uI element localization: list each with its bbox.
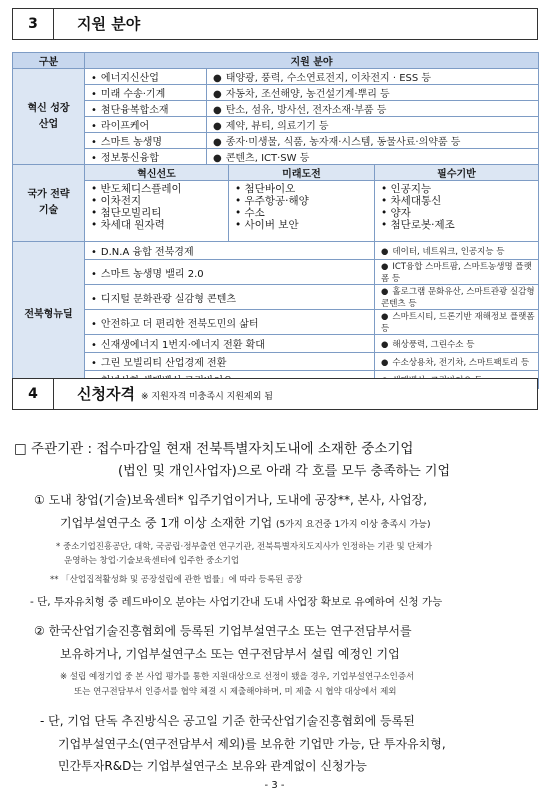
section-3-header (12, 8, 538, 40)
category-jeonbuk: 전북형뉴딜 (13, 242, 85, 389)
jeonbuk-item: • 그린 모빌리티 산업경제 전환 (85, 353, 375, 371)
page-number: - 3 - (264, 780, 285, 791)
jeonbuk-detail: ● 해상풍력, 그린수소 등 (375, 335, 539, 353)
section-note: ※ 지원자격 미충족시 지원제외 됨 (140, 392, 273, 402)
innov-detail: ● 태양광, 풍력, 수소연료전지, 이차전지 · ESS 등 (207, 69, 539, 85)
innov-detail: ● 콘텐츠, ICT·SW 등 (207, 149, 539, 165)
innov-item: • 스마트 농생명 (85, 133, 207, 149)
innov-item: • 정보통신융합 (85, 149, 207, 165)
exception-line1: - 단, 기업 단독 추진방식은 공고일 기준 한국산업기술진흥협회에 등록된 (40, 714, 415, 728)
footnote-1-line2: 운영하는 창업·기술보육센터에 입주한 중소기업 (64, 556, 240, 566)
sub-header-challenge: 미래도전 (229, 165, 375, 181)
section-title: 지원 분야 (77, 15, 141, 33)
innov-detail: ● 탄소, 섬유, 방사선, 전자소재·부품 등 (207, 101, 539, 117)
item2-line2: 보유하거나, 기업부설연구소 또는 연구전담부서 설립 예정인 기업 (60, 647, 400, 661)
sub-header-lead: 혁신선도 (85, 165, 229, 181)
jeonbuk-item: • 디지털 문화관광 실감형 콘텐츠 (85, 285, 375, 310)
category-national: 국가 전략기술 (13, 165, 85, 242)
innov-item: • 미래 수송·기계 (85, 85, 207, 101)
jeonbuk-item: • 안전하고 더 편리한 전북도민의 삶터 (85, 310, 375, 335)
national-lead-list: • 반도체디스플레이 • 이차전지 • 첨단모빌리티 • 차세대 원자력 (85, 181, 229, 242)
innov-item: • 라이프케어 (85, 117, 207, 133)
innov-item: • 첨단융복합소재 (85, 101, 207, 117)
item1-exception: - 단, 투자유치형 중 레드바이오 분야는 사업기간내 도내 사업장 확보로 유예하여 신청 가능 (30, 596, 443, 608)
innov-detail: ● 제약, 뷰티, 의료기기 등 (207, 117, 539, 133)
qualification-main-line1: □ 주관기관 : 접수마감일 현재 전북특별자치도내에 소재한 중소기업 (14, 441, 414, 457)
jeonbuk-item: • 신재생에너지 1번지·에너지 전환 확대 (85, 335, 375, 353)
section-title: 신청자격 ※ 지원자격 미충족시 지원제외 됨 (77, 385, 273, 403)
note-3-line2: 또는 연구전담부서 인증서를 협약 체결 시 제출해야하며, 미 제출 시 협약 대상에서 제외 (74, 687, 397, 697)
jeonbuk-detail: ● ICT융합 스마트팜, 스마트농생명 플랫폼 등 (375, 260, 539, 285)
section-number: 3 (13, 9, 54, 39)
item1-line1: ① 도내 창업(기술)보육센터* 입주기업이거나, 도내에 공장**, 본사, 사업장, (34, 493, 428, 507)
support-field-table (12, 52, 539, 389)
item1-line2: 기업부설연구소 중 1개 이상 소재한 기업 (5가지 요건중 1가지 이상 충족시 가능) (60, 516, 431, 530)
exception-line2: 기업부설연구소(연구전담부서 제외)를 보유한 기업만 가능, 단 투자유치형, (58, 737, 446, 751)
jeonbuk-item: • D.N.A 융합 전북경제 (85, 242, 375, 260)
footnote-2: ** 「산업집적활성화 및 공장설립에 관한 법률」에 따라 등록된 공장 (50, 575, 303, 585)
item1-note: (5가지 요건중 1가지 이상 충족시 가능) (276, 520, 431, 530)
jeonbuk-detail: ● 데이터, 네트워크, 인공지능 등 (375, 242, 539, 260)
jeonbuk-detail: ● 스마트시티, 드론기반 재해정보 플랫폼 등 (375, 310, 539, 335)
national-challenge-list: • 첨단바이오 • 우주항공·해양 • 수소 • 사이버 보안 (229, 181, 375, 242)
innov-item: • 에너지신산업 (85, 69, 207, 85)
exception-line3: 민간투자R&D는 기업부설연구소 보유와 관계없이 신청가능 (58, 759, 367, 773)
qualification-main-line2: (법인 및 개인사업자)으로 아래 각 호를 모두 충족하는 기업 (118, 464, 451, 479)
innov-detail: ● 자동차, 조선해양, 농건설기계·뿌리 등 (207, 85, 539, 101)
jeonbuk-item: • 스마트 농생명 밸리 2.0 (85, 260, 375, 285)
section-number: 4 (13, 379, 54, 409)
category-innovation: 혁신 성장산업 (13, 69, 85, 165)
jeonbuk-detail: ● 홀로그램 문화유산, 스마트관광 실감형 콘텐츠 등 (375, 285, 539, 310)
header-group: 구분 (13, 53, 85, 69)
innov-detail: ● 종자·미생물, 식품, 농자재·시스템, 동물사료·의약품 등 (207, 133, 539, 149)
national-foundation-list: • 인공지능 • 차세대통신 • 양자 • 첨단로봇·제조 (375, 181, 539, 242)
sub-header-foundation: 필수기반 (375, 165, 539, 181)
section-4-header (12, 378, 538, 410)
footnote-1-line1: * 중소기업진흥공단, 대학, 국공립·정부출연 연구기관, 전북특별자치도지사가 인정하는 기관 및 단체가 (56, 542, 433, 552)
item2-line1: ② 한국산업기술진흥협회에 등록된 기업부설연구소 또는 연구전담부서를 (34, 624, 412, 638)
jeonbuk-detail: ● 수소상용차, 전기차, 스마트팩토리 등 (375, 353, 539, 371)
note-3-line1: ※ 설립 예정기업 중 본 사업 평가를 통한 지원대상으로 선정이 됐을 경우, 기업부설연구소인증서 (60, 672, 415, 682)
header-field: 지원 분야 (85, 53, 539, 69)
